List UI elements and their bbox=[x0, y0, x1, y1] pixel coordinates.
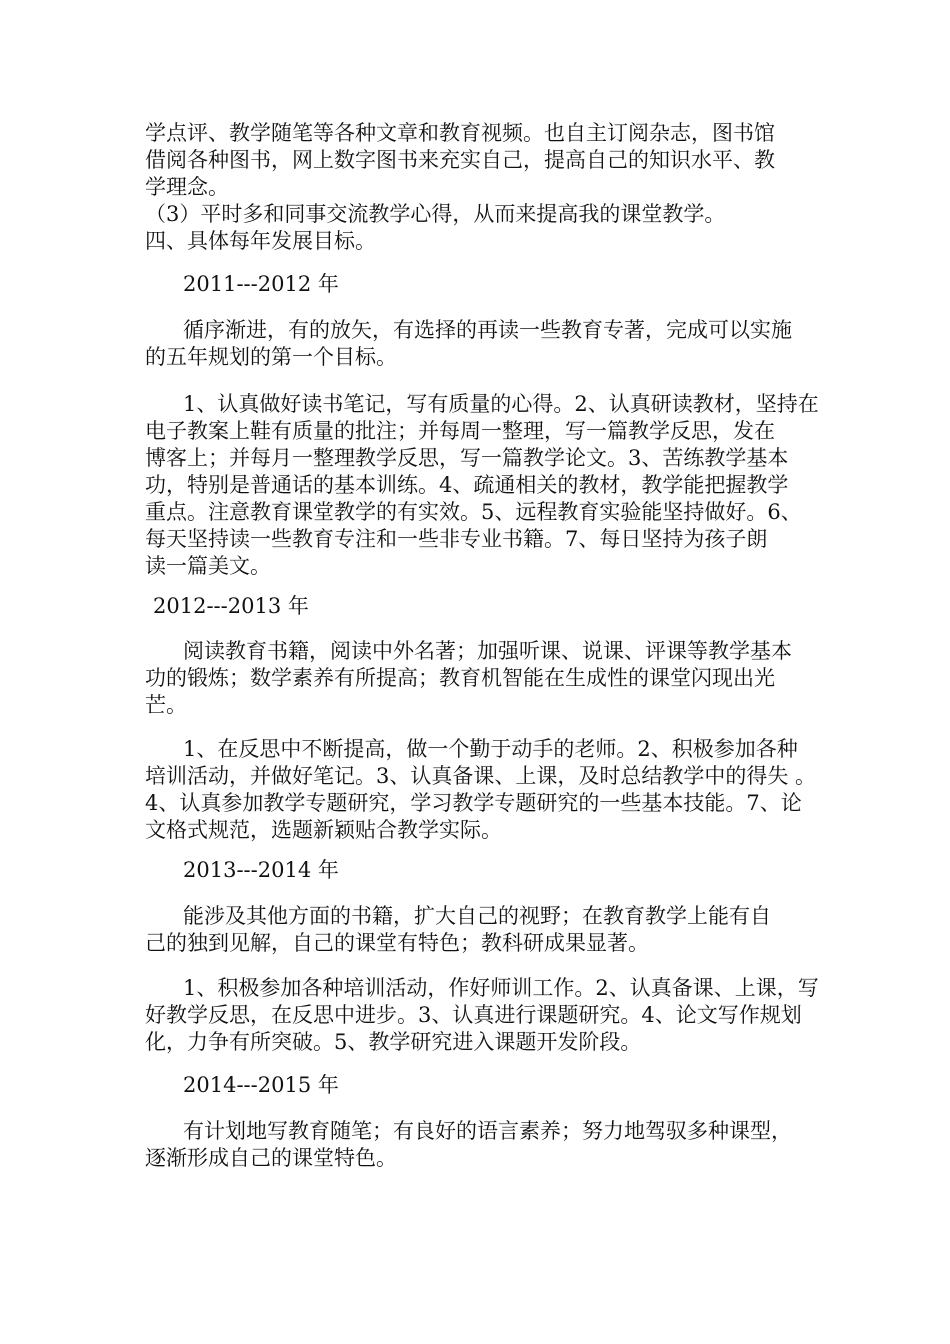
task-line: 博客上；并每月一整理教学反思，写一篇教学论文。3、苦练教学基本 bbox=[145, 446, 789, 470]
task-line: 4、认真参加教学专题研究，学习教学专题研究的一些基本技能。7、论 bbox=[145, 791, 802, 815]
goal-line: 的五年规划的第一个目标。 bbox=[145, 345, 397, 369]
task-line: 化，力争有所突破。5、教学研究进入课题开发阶段。 bbox=[145, 1030, 642, 1054]
task-line: 读一篇美文。 bbox=[145, 554, 271, 578]
goal-line: 能涉及其他方面的书籍，扩大自己的视野；在教育教学上能有自 bbox=[183, 904, 771, 928]
task-line: 1、积极参加各种培训活动，作好师训工作。2、认真备课、上课，写 bbox=[183, 976, 819, 1000]
section-heading: 四、具体每年发展目标。 bbox=[145, 229, 376, 253]
paragraph-line: 借阅各种图书，网上数字图书来充实自己，提高自己的知识水平、教 bbox=[145, 148, 775, 172]
paragraph-line: 学理念。 bbox=[145, 175, 229, 199]
year-heading-2013: 2013---2014 年 bbox=[183, 858, 339, 882]
year-heading-2011: 2011---2012 年 bbox=[183, 272, 339, 296]
goal-line: 有计划地写教育随笔；有良好的语言素养；努力地驾驭多种课型， bbox=[183, 1119, 792, 1143]
goal-line: 己的独到见解，自己的课堂有特色；教科研成果显著。 bbox=[145, 931, 649, 955]
task-line: 好教学反思，在反思中进步。3、认真进行课题研究。4、论文写作规划 bbox=[145, 1003, 802, 1027]
year-heading-2012: 2012---2013 年 bbox=[153, 594, 309, 618]
paragraph-line: （3）平时多和同事交流教学心得，从而来提高我的课堂教学。 bbox=[145, 202, 726, 226]
paragraph-line: 学点评、教学随笔等各种文章和教育视频。也自主订阅杂志，图书馆 bbox=[145, 121, 775, 145]
task-line: 1、认真做好读书笔记，写有质量的心得。2、认真研读教材，坚持在 bbox=[183, 392, 819, 416]
goal-line: 阅读教育书籍，阅读中外名著；加强听课、说课、评课等教学基本 bbox=[183, 639, 792, 663]
year-heading-2014: 2014---2015 年 bbox=[183, 1073, 339, 1097]
goal-line: 逐渐形成自己的课堂特色。 bbox=[145, 1146, 397, 1170]
goal-line: 循序渐进，有的放矢，有选择的再读一些教育专著，完成可以实施 bbox=[183, 318, 792, 342]
task-line: 文格式规范，选题新颖贴合教学实际。 bbox=[145, 818, 502, 842]
task-line: 功，特别是普通话的基本训练。4、疏通相关的教材，教学能把握教学 bbox=[145, 473, 789, 497]
goal-line: 芒。 bbox=[145, 693, 187, 717]
task-line: 培训活动，并做好笔记。3、认真备课、上课，及时总结教学中的得失 。 bbox=[145, 764, 817, 788]
task-line: 电子教案上鞋有质量的批注；并每周一整理，写一篇教学反思，发在 bbox=[145, 419, 775, 443]
task-line: 重点。注意教育课堂教学的有实效。5、远程教育实验能坚持做好。6、 bbox=[145, 500, 802, 524]
task-line: 每天坚持读一些教育专注和一些非专业书籍。7、每日坚持为孩子朗 bbox=[145, 527, 768, 551]
task-line: 1、在反思中不断提高，做一个勤于动手的老师。2、积极参加各种 bbox=[183, 737, 798, 761]
goal-line: 功的锻炼；数学素养有所提高；教育机智能在生成性的课堂闪现出光 bbox=[145, 666, 775, 690]
